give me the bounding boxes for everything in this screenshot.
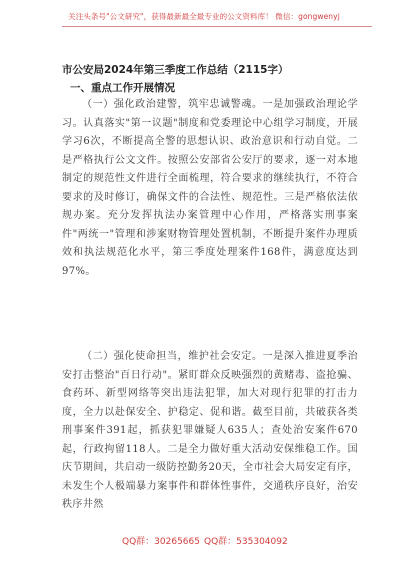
paragraph-social-stability: （二）强化使命担当，维护社会安定。一是深入推进夏季治安打击整治"百日行动"。紧盯群众反映强烈的黄赌毒、盗抢骗、食药环、新型网络等突出违法犯罪，加大对现行犯罪的打击力度，全力以赴保安全、护稳定、促和谐。截至目前，共破获各类刑事案件391起，抓获犯罪嫌疑人635人；查处治安案件670起，行政拘留118人。二是全力做好重大活动安保维稳工作。国庆节期间，共启动一级防控勤务20天，全市社会大局安定有序，未发生个人极端暴力案事件和群体性事件，交通秩序良好，治安秩序井然: [62, 351, 358, 510]
page-footer: [0, 534, 408, 552]
paragraph-political-building: （一）强化政治建警，筑牢忠诚警魂。一是加强政治理论学习。认真落实"第一议题"制度和党委理论中心组学习制度，开展学习6次，不断提高全警的思想认识、政治意识和行动自觉。二是严格执行公文文件。按照公安部省公安厅的要求，逐一对本地制定的规范性文件进行全面梳理，符合要求的继续执行，不符合要求的及时修订，确保文件的合法性、规范性。三是严格依法依规办案。充分发挥执法办案管理中心作用，严格落实刑事案件"两统一"管理和涉案财物管理处置机制，不断提升案件办理质效和执法规范化水平，第三季度处理案件168件，满意度达到97%。: [62, 99, 358, 277]
footer-qq-group-2: QQ群：535304092: [204, 537, 288, 547]
document-title: 市公安局2024年第三季度工作总结（2115字）: [62, 64, 289, 76]
header-divider: [62, 26, 372, 27]
footer-qq-group-1: QQ群：30265665: [122, 537, 200, 547]
section-heading: 一、重点工作开展情况: [70, 82, 175, 94]
page-header: [0, 0, 408, 34]
header-promo-text: 关注头条号"公文研究"，获得最新最全最专业的公文资料库！ 微信：gongwenyj: [68, 12, 340, 21]
